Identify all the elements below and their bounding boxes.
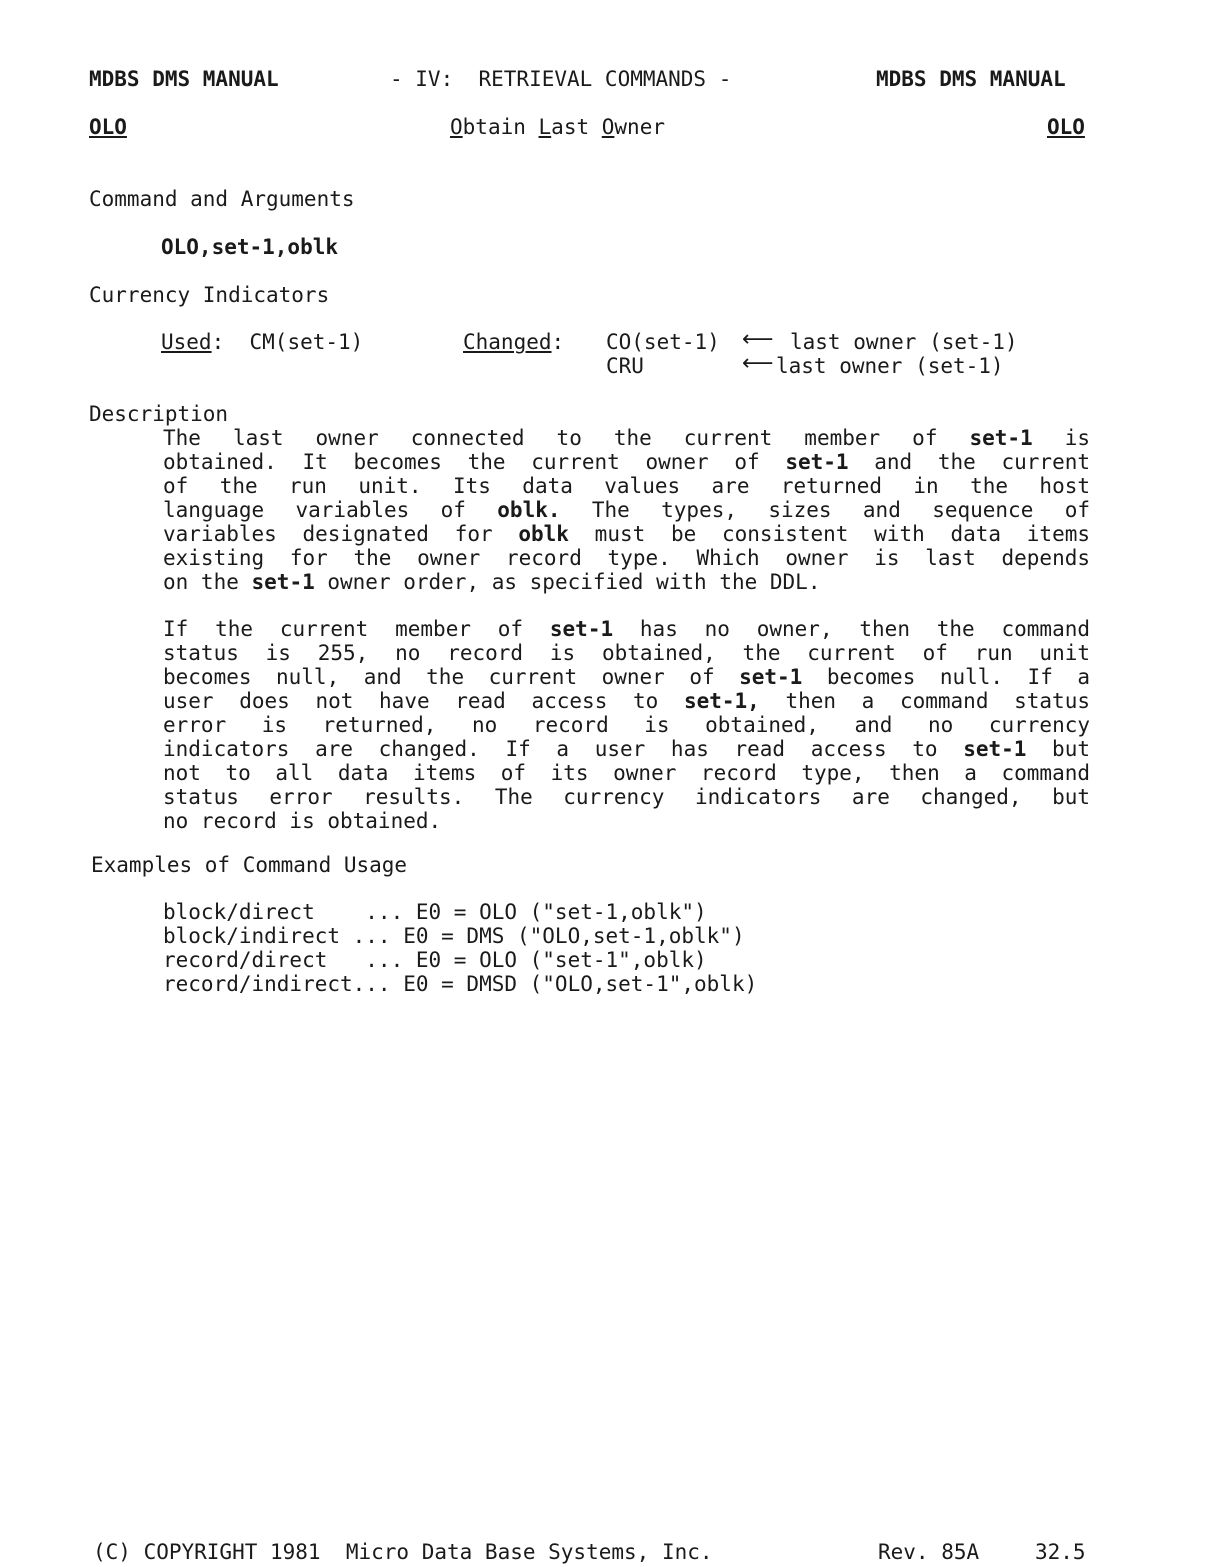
description-heading: Description [89, 402, 229, 426]
paragraph-line [163, 522, 1090, 546]
text-run: indicators are changed. If a user has read access to [163, 737, 964, 761]
text-run: must be consistent with data items [568, 522, 1090, 546]
text-run: status is 255, no record is obtained, the current of run unit [163, 641, 1090, 665]
paragraph-line [163, 737, 1090, 761]
example-line: block/direct ... E0 = OLO ("set-1,oblk") [163, 900, 707, 924]
paragraph-line [163, 474, 1090, 498]
footer-page-number: 32.5 [1035, 1540, 1086, 1564]
examples-heading: Examples of Command Usage [91, 853, 408, 877]
description-paragraph-1 [163, 426, 1090, 594]
text-run: of the run unit. Its data values are returned in the host [163, 474, 1090, 498]
text-run: status error results. The currency indicators are changed, but [163, 785, 1090, 809]
bold-term: set-1 [785, 450, 849, 474]
text-run: on the [163, 570, 252, 594]
left-arrow-icon: ⟵ [742, 327, 774, 352]
paragraph-line [163, 617, 1090, 641]
bold-term: set-1 [251, 570, 315, 594]
page-title [450, 115, 665, 139]
page-title-part: O [450, 115, 463, 139]
text-run: user does not have read access to [163, 689, 684, 713]
text-run: then a command status [759, 689, 1090, 713]
paragraph-line [163, 426, 1090, 450]
text-run: is [1032, 426, 1091, 450]
paragraph-line [163, 713, 1090, 737]
text-run: The last owner connected to the current member of [163, 426, 970, 450]
paragraph-line [163, 570, 1090, 594]
bold-term: set-1 [549, 617, 614, 641]
page-title-part: ast [551, 115, 602, 139]
text-run: but [1026, 737, 1090, 761]
command-syntax: OLO,set-1,oblk [161, 235, 339, 259]
command-code-right: OLO [1047, 115, 1085, 139]
paragraph-line [163, 641, 1090, 665]
bold-term: set-1, [683, 689, 760, 713]
page-title-part: btain [462, 115, 539, 139]
used-row: Used: CM(set-1) [161, 330, 364, 354]
paragraph-line [163, 809, 1090, 833]
paragraph-line [163, 498, 1090, 522]
paragraph-line [163, 689, 1090, 713]
text-run: becomes null, and the current owner of [163, 665, 740, 689]
footer-revision: Rev. 85A [878, 1540, 980, 1564]
text-run: becomes null. If a [802, 665, 1090, 689]
text-run: has no owner, then the command [613, 617, 1091, 641]
header-right: MDBS DMS MANUAL [876, 67, 1066, 91]
page-title-part: O [601, 115, 615, 139]
used-label: Used [161, 330, 212, 354]
bold-term: set-1 [969, 426, 1033, 450]
example-line: block/indirect ... E0 = DMS ("OLO,set-1,oblk") [163, 924, 745, 948]
text-run: existing for the owner record type. Which owner is last depends [163, 546, 1090, 570]
changed-indicator-cru: CRU [606, 354, 644, 378]
example-line: record/direct ... E0 = OLO ("set-1",oblk) [163, 948, 707, 972]
text-run: obtained. It becomes the current owner of [163, 450, 786, 474]
changed-label: Changed [463, 330, 552, 354]
header-center: - IV: RETRIEVAL COMMANDS - [390, 67, 732, 91]
footer-copyright: (C) COPYRIGHT 1981 Micro Data Base Systems, Inc. [93, 1540, 713, 1564]
text-run: If the current member of [163, 617, 550, 641]
paragraph-line [163, 665, 1090, 689]
bold-term: oblk. [497, 498, 561, 522]
bold-term: set-1 [963, 737, 1027, 761]
page-title-part: L [538, 115, 552, 139]
left-arrow-icon: ⟵ [742, 351, 774, 376]
currency-heading: Currency Indicators [89, 283, 330, 307]
text-run: variables designated for [163, 522, 519, 546]
command-heading: Command and Arguments [89, 187, 355, 211]
changed-value-co: last owner (set-1) [790, 330, 1018, 354]
bold-term: oblk [518, 522, 569, 546]
paragraph-line [163, 450, 1090, 474]
command-code-left: OLO [89, 115, 127, 139]
changed-row: Changed: [463, 330, 565, 354]
example-line: record/indirect... E0 = DMSD ("OLO,set-1",oblk) [163, 972, 758, 996]
used-value: CM(set-1) [249, 330, 364, 354]
changed-indicator-co: CO(set-1) [606, 330, 720, 354]
text-run: not to all data items of its owner record type, then a command [163, 761, 1090, 785]
page-title-part: wner [614, 115, 665, 139]
paragraph-line [163, 546, 1090, 570]
examples-list [163, 900, 757, 996]
text-run: language variables of [163, 498, 498, 522]
description-paragraph-2 [163, 617, 1090, 833]
text-run: no record is obtained. [163, 809, 442, 833]
header-left: MDBS DMS MANUAL [89, 67, 279, 91]
paragraph-line [163, 785, 1090, 809]
text-run: error is returned, no record is obtained, and no currency [163, 713, 1090, 737]
changed-value-cru: last owner (set-1) [776, 354, 1004, 378]
text-run: owner order, as specified with the DDL. [314, 570, 821, 594]
paragraph-line [163, 761, 1090, 785]
text-run: and the current [848, 450, 1090, 474]
text-run: The types, sizes and sequence of [560, 498, 1090, 522]
bold-term: set-1 [739, 665, 803, 689]
